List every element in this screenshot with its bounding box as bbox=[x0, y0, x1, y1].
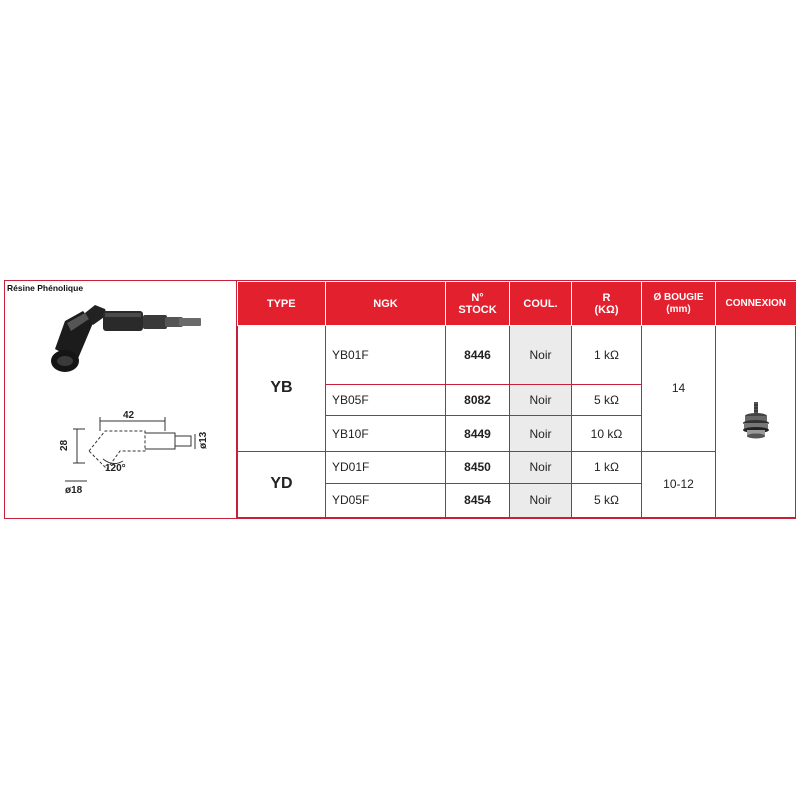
spark-plug-cap-photo bbox=[51, 305, 201, 372]
bougie-cell: 10-12 bbox=[642, 451, 716, 517]
dim-dia-large-label: ø18 bbox=[65, 485, 83, 496]
ngk-cell: YD05F bbox=[326, 483, 446, 517]
header-type: TYPE bbox=[238, 282, 326, 326]
resistance-cell: 5 kΩ bbox=[572, 385, 642, 416]
header-ngk: NGK bbox=[326, 282, 446, 326]
type-cell: YD bbox=[238, 451, 326, 517]
ngk-cell: YB05F bbox=[326, 385, 446, 416]
stock-cell: 8446 bbox=[446, 326, 510, 385]
header-connexion: CONNEXION bbox=[716, 282, 796, 326]
dim-dia-small-label: ø13 bbox=[198, 431, 209, 449]
coul-cell: Noir bbox=[510, 326, 572, 385]
coul-cell: Noir bbox=[510, 451, 572, 483]
stock-cell: 8082 bbox=[446, 385, 510, 416]
coul-cell: Noir bbox=[510, 385, 572, 416]
dim-length-label: 42 bbox=[123, 410, 135, 421]
dimension-drawing bbox=[65, 417, 195, 481]
table-row bbox=[238, 326, 796, 385]
dim-height-label: 28 bbox=[59, 439, 70, 451]
header-r-line2: (KΩ) bbox=[594, 303, 619, 316]
screw-terminal-icon bbox=[739, 400, 773, 440]
header-bougie bbox=[642, 282, 716, 326]
ngk-cell: YD01F bbox=[326, 451, 446, 483]
header-bougie-line2: (mm) bbox=[666, 303, 691, 315]
type-cell: YB bbox=[238, 326, 326, 452]
header-bougie-line1: Ø BOUGIE bbox=[653, 291, 704, 303]
resistance-cell: 1 kΩ bbox=[572, 326, 642, 385]
connexion-cell bbox=[716, 326, 796, 518]
product-panel bbox=[5, 281, 237, 518]
stock-cell: 8454 bbox=[446, 483, 510, 517]
stock-cell: 8450 bbox=[446, 451, 510, 483]
header-stock-line1: N° bbox=[471, 291, 484, 304]
material-label: Résine Phénolique bbox=[7, 283, 84, 293]
product-illustration bbox=[5, 281, 237, 518]
dim-angle-label: 120° bbox=[105, 463, 126, 474]
stock-cell: 8449 bbox=[446, 416, 510, 451]
bougie-cell: 14 bbox=[642, 326, 716, 452]
ngk-cell: YB10F bbox=[326, 416, 446, 451]
coul-cell: Noir bbox=[510, 416, 572, 451]
header-r-line1: R bbox=[602, 291, 611, 304]
resistance-cell: 5 kΩ bbox=[572, 483, 642, 517]
spec-table bbox=[237, 281, 796, 518]
header-row bbox=[238, 282, 796, 326]
resistance-cell: 10 kΩ bbox=[572, 416, 642, 451]
resistance-cell: 1 kΩ bbox=[572, 451, 642, 483]
coul-cell: Noir bbox=[510, 483, 572, 517]
header-stock bbox=[446, 282, 510, 326]
product-card bbox=[4, 280, 796, 519]
header-r bbox=[572, 282, 642, 326]
table-row bbox=[238, 451, 796, 483]
header-stock-line2: STOCK bbox=[458, 303, 497, 316]
ngk-cell: YB01F bbox=[326, 326, 446, 385]
header-coul: COUL. bbox=[510, 282, 572, 326]
